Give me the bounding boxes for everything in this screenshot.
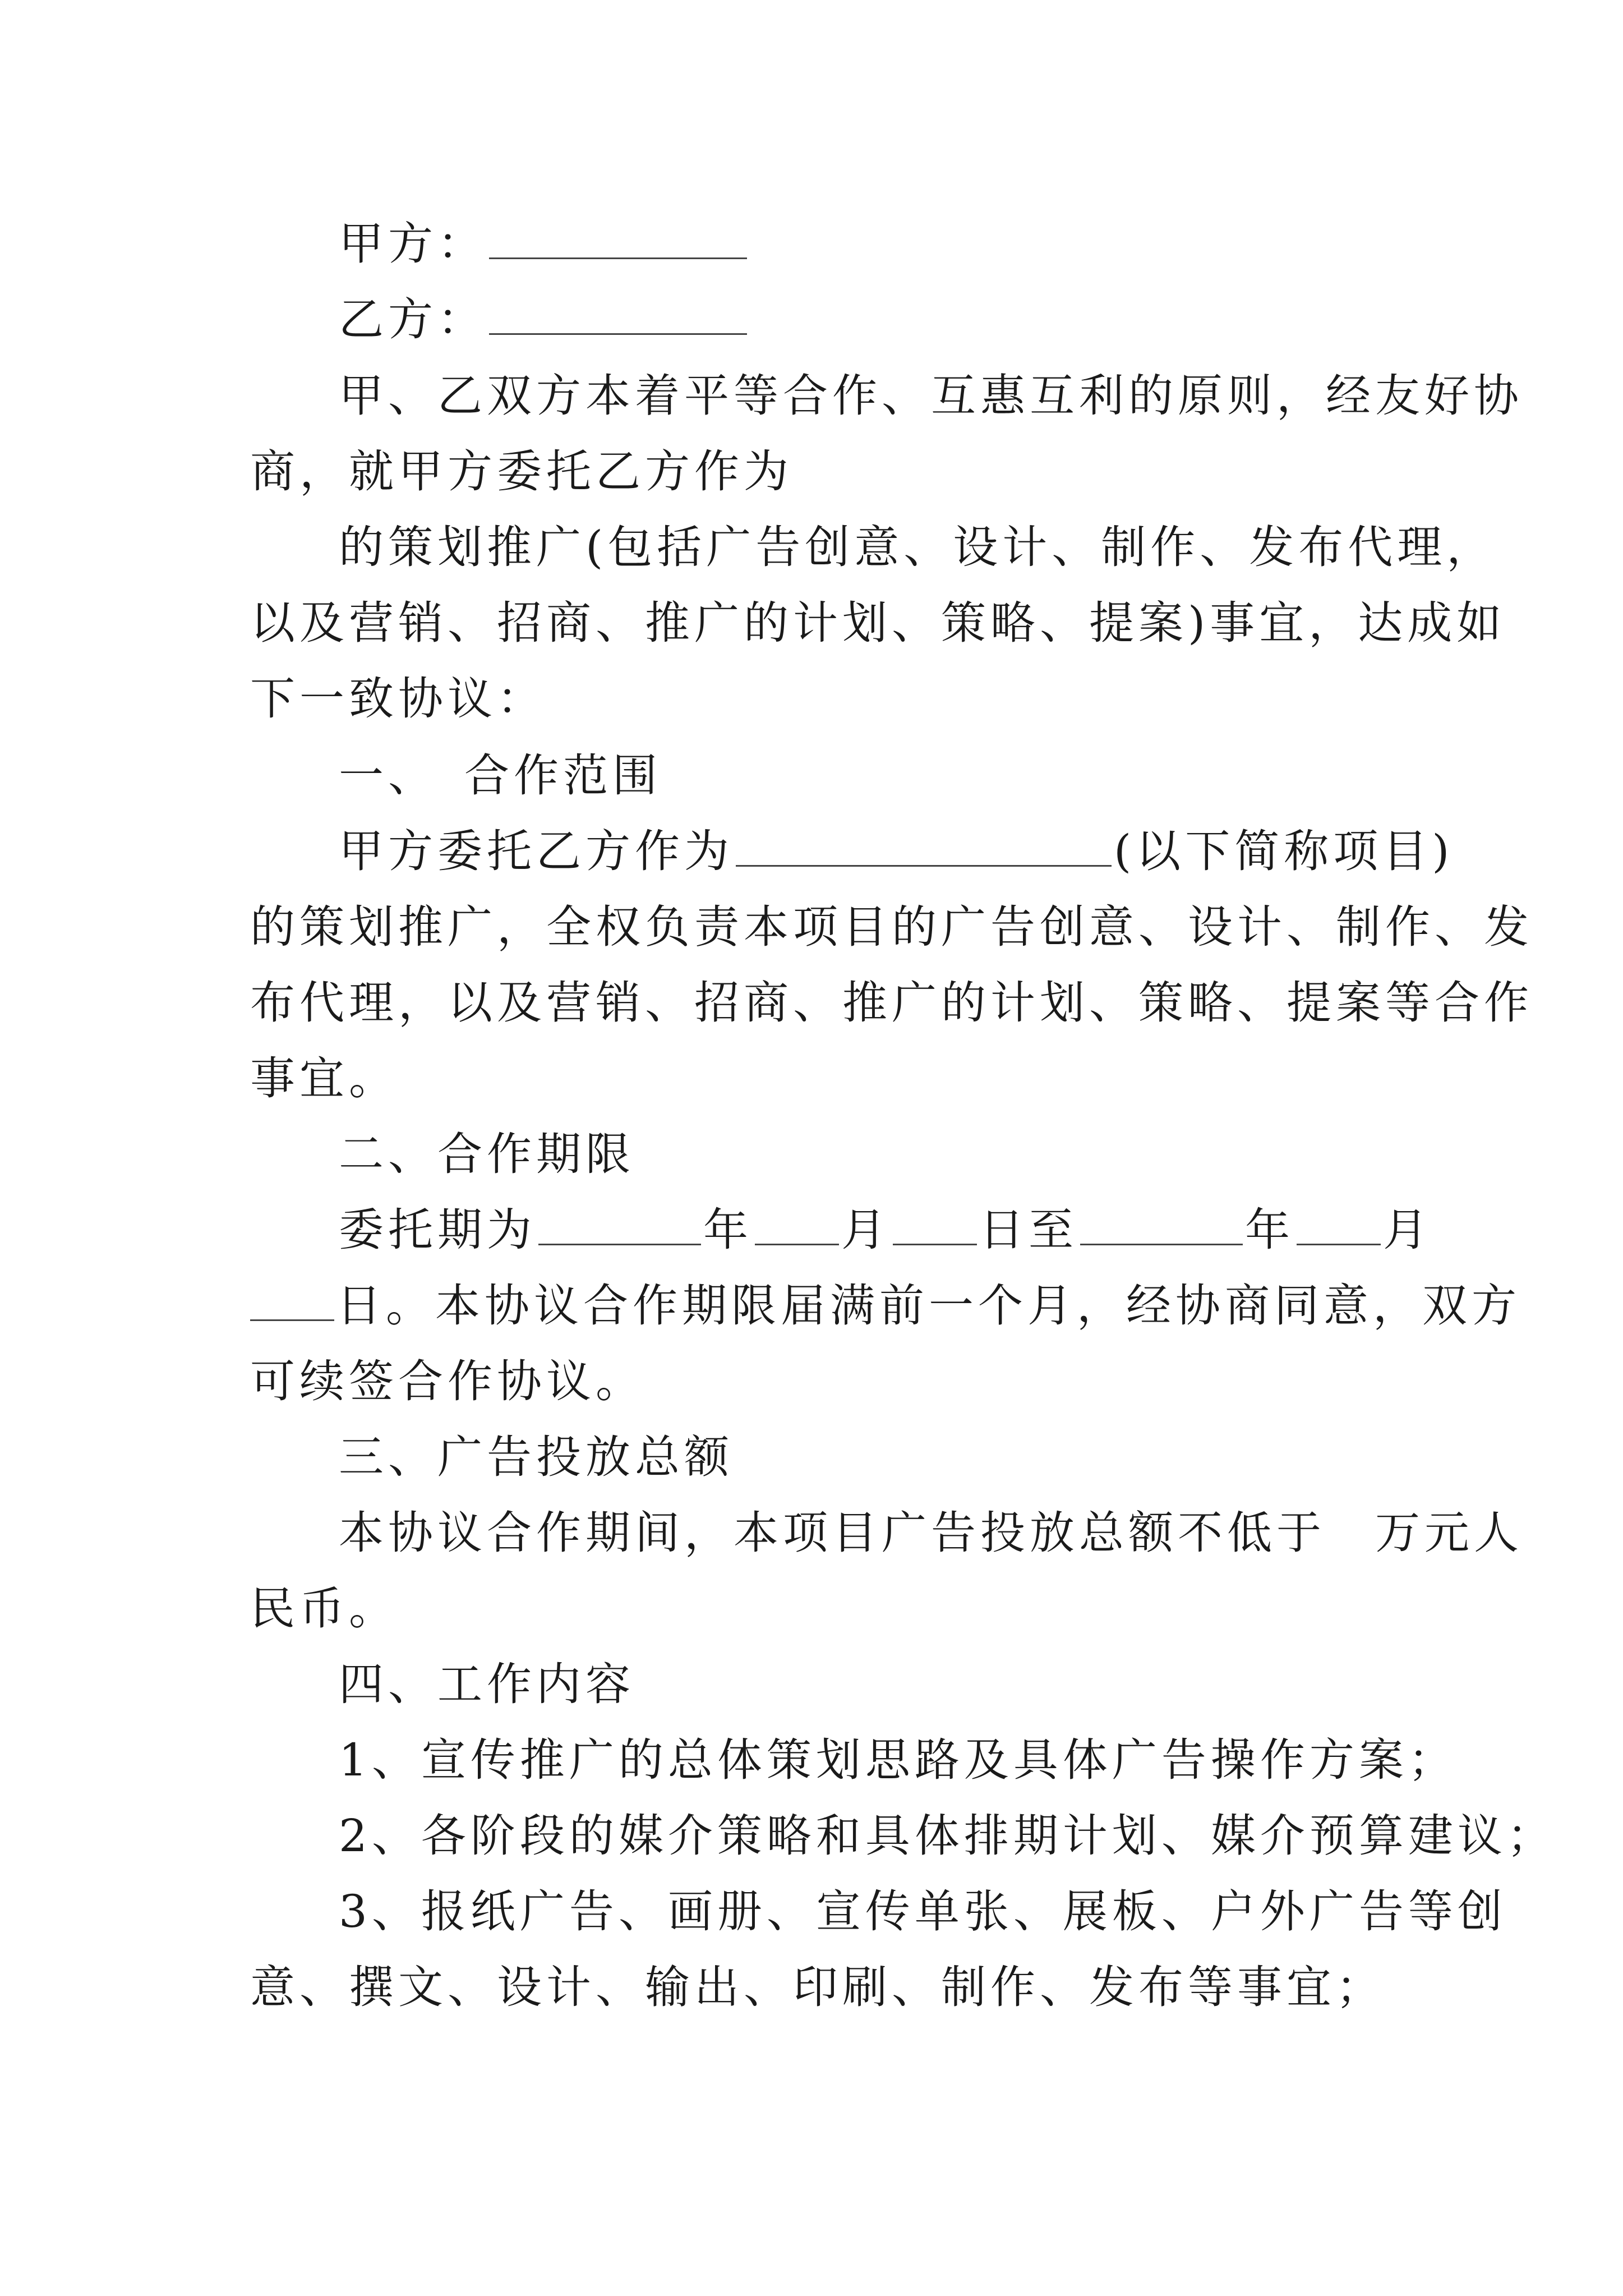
year-label-1: 年: [703, 1204, 753, 1256]
project-name-blank: [736, 830, 1112, 867]
section-2-heading: 二、合作期限: [339, 1128, 635, 1180]
intro-line-2: 商，就甲方委托乙方作为: [250, 445, 793, 498]
start-month-blank: [755, 1209, 839, 1245]
section-1-line-2: 的策划推广，全权负责本项目的广告创意、设计、制作、发: [250, 901, 1533, 953]
month-label-2: 月: [1383, 1204, 1432, 1256]
section-1-line-4: 事宜。: [250, 1052, 398, 1105]
work-item-2: 2、各阶段的媒介策略和具体排期计划、媒介预算建议；: [339, 1810, 1556, 1862]
section-1-text-a: 甲方委托乙方作为: [339, 825, 734, 877]
section-3-heading: 三、广告投放总额: [339, 1431, 734, 1483]
intro-line-4: 以及营销、招商、推广的计划、策略、提案)事宜，达成如: [250, 597, 1506, 649]
section-2-line-1: [339, 1202, 1432, 1258]
party-a-line: [339, 216, 749, 272]
work-item-3-line-1: 3、报纸广告、画册、宣传单张、展板、户外广告等创: [339, 1885, 1507, 1938]
end-month-blank: [1297, 1209, 1381, 1245]
work-item-3-line-2: 意、撰文、设计、输出、印刷、制作、发布等事宜；: [250, 1961, 1385, 2013]
section-1-line-1: [339, 823, 1454, 880]
end-day-blank: [250, 1285, 334, 1321]
party-a-blank: [489, 223, 747, 259]
month-label-1: 月: [841, 1204, 891, 1256]
intro-line-1: 甲、乙双方本着平等合作、互惠互利的原则，经友好协: [339, 370, 1523, 422]
section-3-line-1: 本协议合作期间，本项目广告投放总额不低于 万元人: [339, 1507, 1523, 1559]
section-3-line-2: 民币。: [250, 1582, 398, 1635]
party-b-label: 乙方：: [339, 293, 487, 346]
work-item-1: 1、宣传推广的总体策划思路及具体广告操作方案；: [339, 1734, 1458, 1786]
party-b-line: [339, 292, 749, 348]
start-day-blank: [893, 1209, 977, 1245]
section-2-line-3: 可续签合作协议。: [250, 1355, 645, 1407]
section-2-line-2: [250, 1278, 1521, 1334]
section-1-heading: 一、 合作范围: [339, 749, 662, 802]
section-4-heading: 四、工作内容: [339, 1658, 635, 1710]
party-b-blank: [489, 298, 747, 335]
year-label-2: 年: [1245, 1204, 1294, 1256]
section-1-text-b: (以下简称项目): [1114, 825, 1454, 877]
end-year-blank: [1080, 1209, 1243, 1245]
intro-line-5: 下一致协议：: [250, 673, 546, 725]
intro-line-3: 的策划推广(包括广告创意、设计、制作、发布代理，: [339, 521, 1496, 573]
day-to-label: 日至: [979, 1204, 1078, 1256]
term-label: 委托期为: [339, 1204, 536, 1256]
start-year-blank: [538, 1209, 701, 1245]
section-1-line-3: 布代理，以及营销、招商、推广的计划、策略、提案等合作: [250, 977, 1533, 1029]
party-a-label: 甲方：: [339, 218, 487, 270]
section-2-text-b: 日。本协议合作期限届满前一个月，经协商同意，双方: [336, 1280, 1521, 1332]
